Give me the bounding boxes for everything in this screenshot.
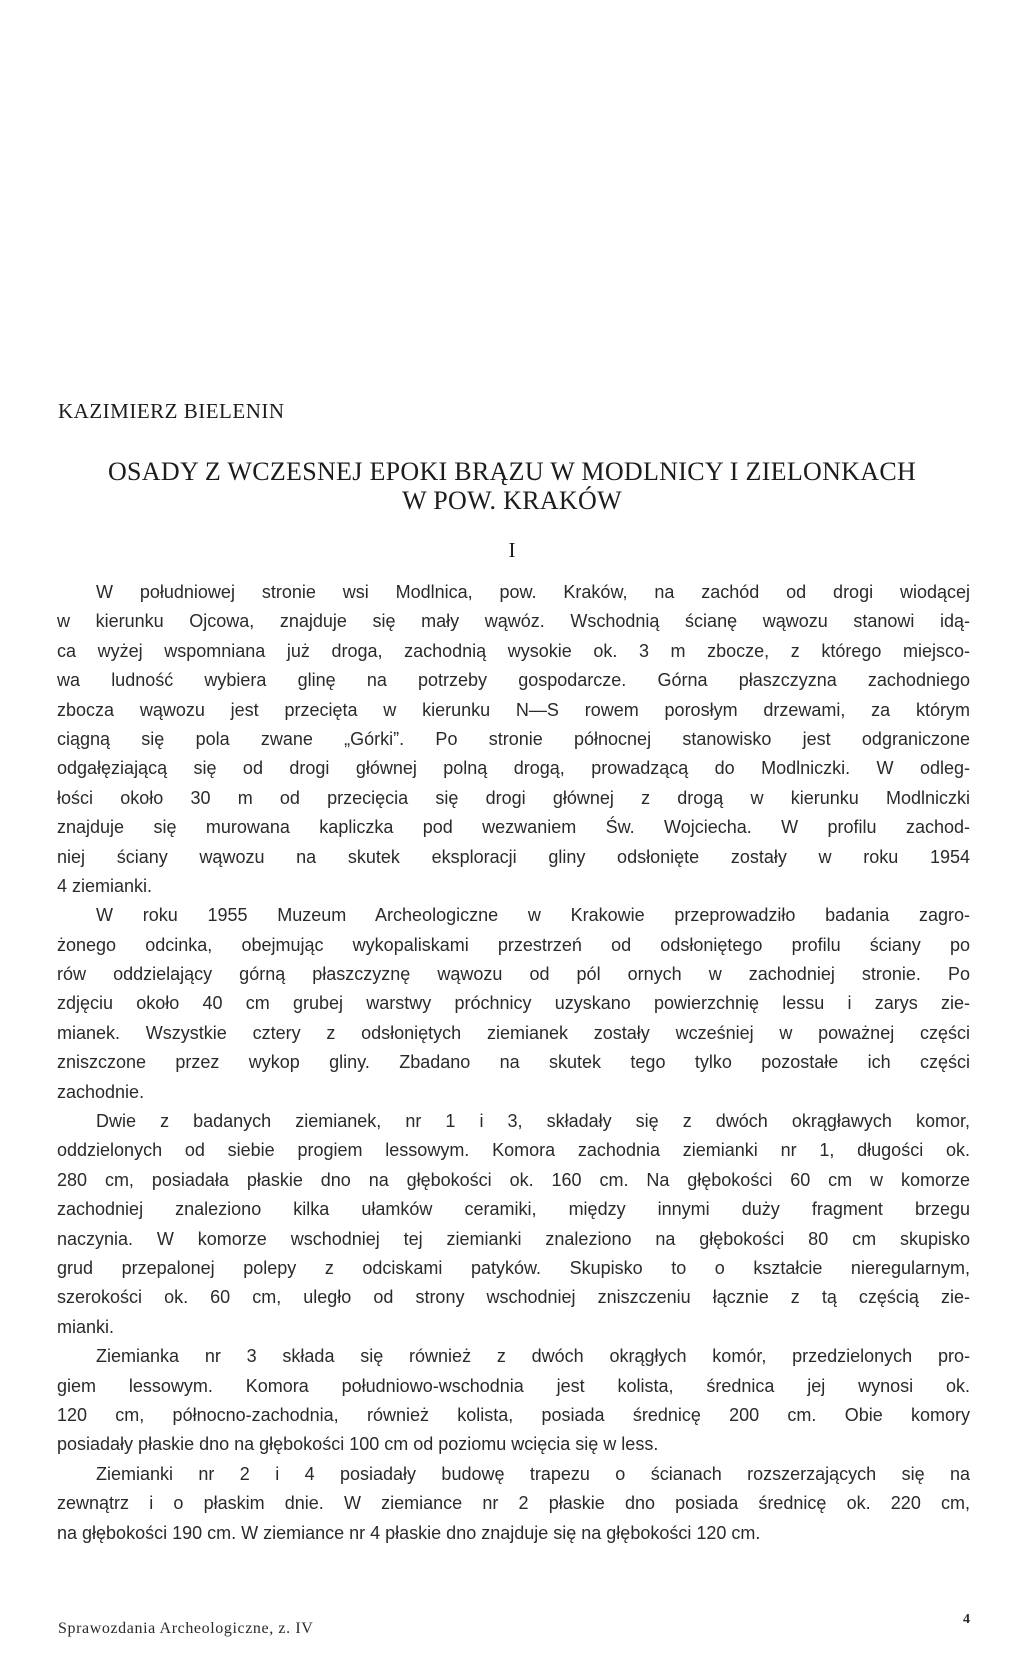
body-line: 120 cm, północno-zachodnia, również kolista, posiada średnicę 200 cm. Obie komory: [57, 1404, 970, 1425]
body-line: szerokości ok. 60 cm, uległo od strony wschodniej zniszczeniu łącznie z tą częścią zie-: [57, 1287, 970, 1308]
body-line: żonego odcinka, obejmując wykopaliskami przestrzeń od odsłoniętego profilu ściany po: [57, 934, 970, 955]
body-line: grud przepalonej polepy z odciskami patyków. Skupisko to o kształcie nieregularnym,: [57, 1257, 970, 1278]
article-title-line-1: OSADY Z WCZESNEJ EPOKI BRĄZU W MODLNICY I ZIELONKACH: [107, 457, 917, 486]
body-line: zewnątrz i o płaskim dnie. W ziemiance nr 2 płaskie dno posiada średnicę ok. 220 cm,: [57, 1493, 970, 1514]
body-line: naczynia. W komorze wschodniej tej ziemianki znaleziono na głębokości 80 cm skupisko: [57, 1228, 970, 1249]
section-number: I: [508, 538, 516, 562]
body-line: W południowej stronie wsi Modlnica, pow. Kraków, na zachód od drogi wiodącej: [96, 582, 970, 602]
body-line: łości około 30 m od przecięcia się drogi głównej z drogą w kierunku Modlniczki: [57, 787, 970, 808]
body-line: mianki.: [57, 1316, 115, 1337]
body-line: zbocza wąwozu jest przecięta w kierunku N—S rowem porosłym drzewami, za którym: [57, 699, 970, 720]
author-name: KAZIMIERZ BIELENIN: [58, 399, 285, 423]
body-line: znajduje się murowana kapliczka pod wezwaniem Św. Wojciecha. W profilu zachod-: [57, 817, 970, 838]
body-line: zdjęciu około 40 cm grubej warstwy próchnicy uzyskano powierzchnię lessu i zarys zie-: [57, 993, 970, 1014]
body-line: Ziemianki nr 2 i 4 posiadały budowę trapezu o ścianach rozszerzających się na: [96, 1463, 970, 1484]
body-line: rów oddzielający górną płaszczyznę wąwozu od pól ornych w zachodniej stronie. Po: [57, 964, 970, 985]
body-line: niej ściany wąwozu na skutek eksploracji gliny odsłonięte zostały w roku 1954: [57, 846, 970, 867]
body-line: na głębokości 190 cm. W ziemiance nr 4 płaskie dno znajduje się na głębokości 120 cm.: [57, 1522, 761, 1543]
body-line: Dwie z badanych ziemianek, nr 1 i 3, składały się z dwóch okrągławych komor,: [96, 1111, 970, 1132]
page-number: 4: [963, 1612, 970, 1627]
journal-footer: Sprawozdania Archeologiczne, z. IV: [58, 1620, 314, 1637]
body-line: mianek. Wszystkie cztery z odsłoniętych ziemianek zostały wcześniej w poważnej części: [57, 1022, 970, 1043]
body-line: zniszczone przez wykop gliny. Zbadano na skutek tego tylko pozostałe ich części: [57, 1052, 970, 1073]
body-line: 280 cm, posiadała płaskie dno na głębokości ok. 160 cm. Na głębokości 60 cm w komorze: [57, 1169, 970, 1190]
body-line: ciągną się pola zwane „Górki”. Po stronie północnej stanowisko jest odgraniczone: [57, 728, 970, 749]
body-line: posiadały płaskie dno na głębokości 100 cm od poziomu wcięcia się w less.: [57, 1434, 659, 1455]
body-line: w kierunku Ojcowa, znajduje się mały wąwóz. Wschodnią ścianę wąwozu stanowi idą-: [57, 611, 970, 632]
body-line: oddzielonych od siebie progiem lessowym. Komora zachodnia ziemianki nr 1, długości ok.: [57, 1140, 970, 1161]
body-line: W roku 1955 Muzeum Archeologiczne w Krakowie przeprowadziło badania zagro-: [96, 905, 970, 926]
body-line: zachodnie.: [57, 1081, 145, 1102]
article-title-line-2: W POW. KRAKÓW: [402, 486, 622, 515]
body-line: wa ludność wybiera glinę na potrzeby gospodarcze. Górna płaszczyzna zachodniego: [57, 670, 970, 691]
body-line: ca wyżej wspomniana już droga, zachodnią wysokie ok. 3 m zbocze, z którego miejsco-: [57, 640, 970, 661]
body-line: odgałęziającą się od drogi głównej polną drogą, prowadzącą do Modlniczki. W odleg-: [57, 758, 970, 779]
body-line: Ziemianka nr 3 składa się również z dwóch okrągłych komór, przedzielonych pro-: [96, 1346, 970, 1367]
article-body: [57, 578, 970, 1548]
body-line: 4 ziemianki.: [57, 875, 153, 896]
body-line: giem lessowym. Komora południowo-wschodnia jest kolista, średnica jej wynosi ok.: [57, 1375, 970, 1396]
body-line: zachodniej znaleziono kilka ułamków ceramiki, między innymi duży fragment brzegu: [57, 1199, 970, 1220]
